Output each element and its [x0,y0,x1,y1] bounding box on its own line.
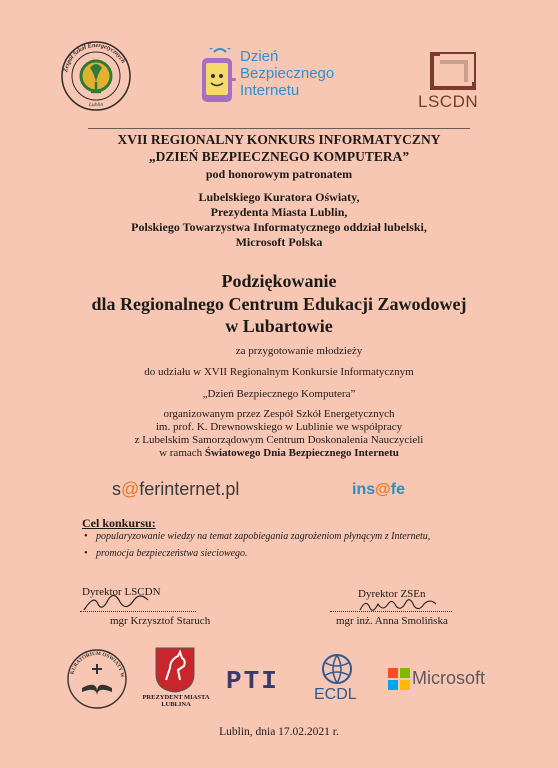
patron-2: Prezydenta Miasta Lublin, [210,205,348,219]
dbi-line2: Bezpiecznego [240,65,335,82]
kuratorium-text: KURATORIUM OŚWIATY W [69,650,126,678]
zse-logo [60,40,132,112]
dbi-logo [196,46,366,108]
right-signatory-role: Dyrektor ZSEn [358,588,426,600]
zse-city: Lublin [88,102,104,108]
world-safer-internet-day: Światowego Dnia Bezpiecznego Internetu [204,447,399,459]
left-signatory-name: mgr Krzysztof Staruch [110,615,211,627]
patron-3: Polskiego Towarzystwa Informatycznego oddział lubelski, [131,220,427,234]
insafe-prefix: ins [352,481,376,498]
insafe-at: @ [375,481,391,498]
dbi-line3: Internetu [240,82,300,99]
issue-date: Lublin, dnia 17.02.2021 r. [219,726,339,738]
patronage-label: pod honorowym patronatem [205,167,353,181]
contest-subtitle: „DZIEŃ BEZPIECZNEGO KOMPUTERA” [148,149,410,164]
lublin-coat-of-arms-icon [152,646,198,694]
goal-item: • popularyzowanie wiedzy na temat zapobiegania zagrożeniom płynącym z Internetu, [84,531,431,542]
body-line-2: do udziału w XVII Regionalnym Konkursie Informatycznym [144,366,414,378]
recipient-line-2: w Lubartowie [225,316,333,336]
left-signature-line [80,611,196,612]
insafe-logo [352,481,405,499]
pti-logo: PTI [226,666,279,696]
right-signature-icon [356,596,450,616]
goal-item-text: promocja bezpieczeństwa sieciowego. [96,548,248,559]
goal-item-text: popularyzowanie wiedzy na temat zapobiegania zagrożeniom płynącym z Internetu, [96,531,431,542]
prezydent-caption: PREZYDENT MIASTA LUBLINA [142,694,210,708]
microsoft-logo: Microsoft [412,668,486,688]
goal-title: Cel konkursu: [82,516,156,530]
tablet-icon [196,48,240,106]
recipient-line-1: dla Regionalnego Centrum Edukacji Zawodowej [91,294,467,314]
saferinternet-logo [112,479,239,500]
ecdl-globe-icon [318,652,356,686]
left-signatory-role: Dyrektor LSCDN [82,586,161,598]
lscdn-text: LSCDN [418,92,479,111]
saferinternet-rest: ferinternet.pl [139,479,240,499]
contest-title: XVII REGIONALNY KONKURS INFORMATYCZNY [117,132,441,147]
left-signature-icon [80,592,160,616]
lscdn-mark-icon [430,52,476,90]
body-line-5: im. prof. K. Drewnowskiego w Lublinie we współpracy [155,421,403,433]
lscdn-logo [418,52,488,114]
patron-4: Microsoft Polska [235,235,323,249]
header-divider [88,128,470,129]
right-signature-line [330,611,452,612]
certificate-heading: Podziękowanie [221,271,337,291]
zse-ring-text: Zespół Szkół Energetycznych [62,41,127,73]
dbi-line1: Dzień [240,48,279,65]
goal-item: • promocja bezpieczeństwa sieciowego. [84,548,248,559]
body-line-6: z Lubelskim Samorządowym Centrum Doskonalenia Nauczycieli [134,434,424,446]
saferinternet-prefix: s [112,479,121,499]
body-line-1: za przygotowanie młodzieży [235,345,363,357]
body-line-7 [0,447,558,459]
saferinternet-at: @ [121,479,140,499]
svg-text:KURATORIUM OŚWIATY W LUBLINIE [66,648,125,679]
body-line-4: organizowanym przez Zespół Szkół Energetycznych [163,408,395,420]
microsoft-icon [388,668,410,690]
kuratorium-logo [66,648,128,710]
body-line-3: „Dzień Bezpiecznego Komputera” [202,388,356,400]
patron-1: Lubelskiego Kuratora Oświaty, [198,190,360,204]
body-line-7-prefix: w ramach [159,447,205,459]
ecdl-logo: ECDL [314,686,357,703]
right-signatory-name: mgr inż. Anna Smolińska [336,615,448,627]
insafe-suffix: fe [390,481,405,498]
